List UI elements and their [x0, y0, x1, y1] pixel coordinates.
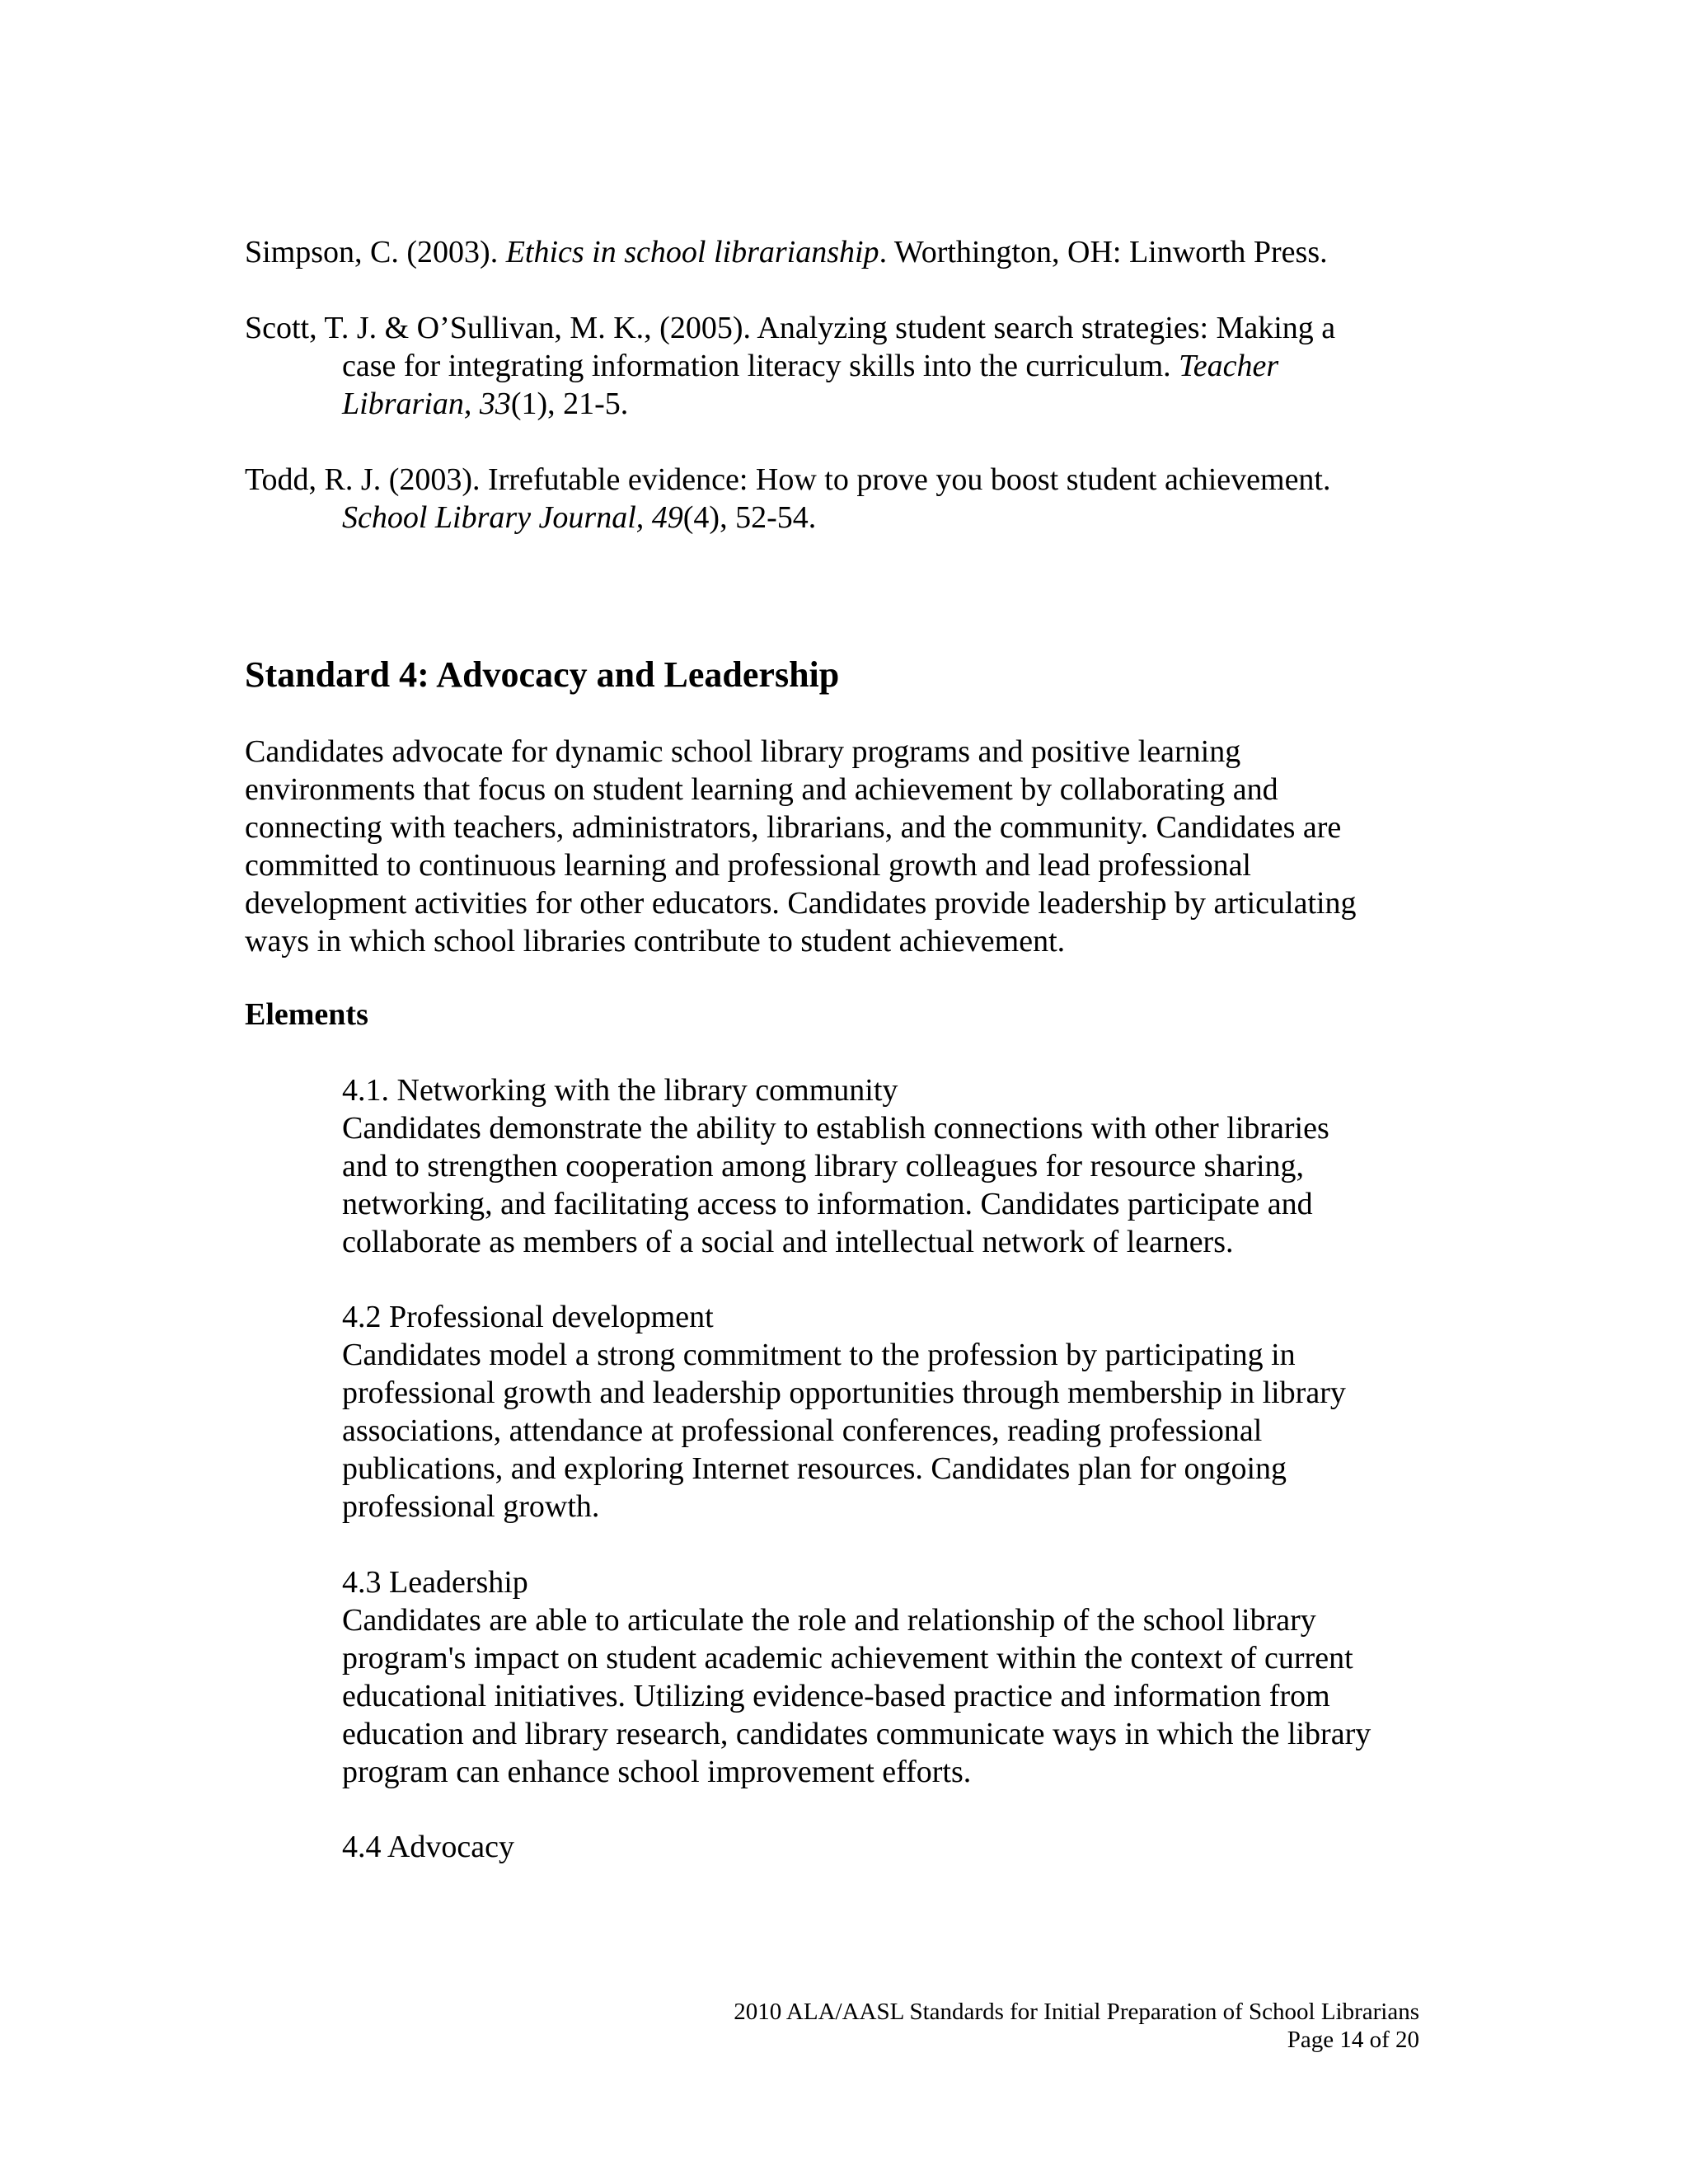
- reference-todd: [245, 461, 1440, 537]
- element-4-1: [342, 1071, 1329, 1261]
- element-line: Candidates demonstrate the ability to establish connections with other libraries: [342, 1111, 1329, 1146]
- element-line: publications, and exploring Internet resources. Candidates plan for ongoing: [342, 1451, 1287, 1486]
- element-line: and to strengthen cooperation among library colleagues for resource sharing,: [342, 1149, 1305, 1183]
- reference-journal-italic: Teacher: [1179, 349, 1279, 383]
- element-title: 4.2 Professional development: [342, 1300, 714, 1334]
- element-line: Candidates are able to articulate the role and relationship of the school library: [342, 1603, 1316, 1638]
- paragraph-line: environments that focus on student learning and achievement by collaborating and: [245, 772, 1278, 807]
- element-4-2: [342, 1298, 1346, 1526]
- standard-description: [245, 733, 1357, 960]
- footer-page-number: Page 14 of 20: [1287, 2027, 1419, 2053]
- element-title: 4.3 Leadership: [342, 1565, 528, 1600]
- paragraph-line: development activities for other educators. Candidates provide leadership by articulating: [245, 886, 1357, 921]
- reference-line: [245, 233, 1440, 271]
- elements-label: Elements: [245, 997, 368, 1032]
- reference-text: . Worthington, OH: Linworth Press.: [879, 235, 1328, 269]
- reference-simpson: [245, 233, 1440, 271]
- reference-text: (4), 52-54.: [682, 500, 817, 535]
- paragraph-line: Candidates advocate for dynamic school library programs and positive learning: [245, 734, 1241, 769]
- element-line: professional growth.: [342, 1489, 600, 1524]
- element-line: program can enhance school improvement efforts.: [342, 1755, 972, 1789]
- reference-journal-italic: Librarian, 33: [342, 387, 511, 421]
- reference-line: [245, 499, 1440, 537]
- element-4-4: [342, 1828, 514, 1866]
- element-line: professional growth and leadership opportunities through membership in library: [342, 1376, 1346, 1410]
- element-4-3: [342, 1563, 1371, 1791]
- paragraph-line: connecting with teachers, administrators, librarians, and the community. Candidates are: [245, 810, 1342, 845]
- element-line: collaborate as members of a social and intellectual network of learners.: [342, 1225, 1234, 1259]
- standard-heading: Standard 4: Advocacy and Leadership: [245, 654, 840, 695]
- reference-text: case for integrating information literacy skills into the curriculum.: [342, 349, 1179, 383]
- element-line: associations, attendance at professional conferences, reading professional: [342, 1413, 1263, 1448]
- footer-document-title: 2010 ALA/AASL Standards for Initial Preparation of School Librarians: [734, 1999, 1419, 2025]
- reference-scott: [245, 309, 1440, 423]
- reference-text: (1), 21-5.: [510, 387, 629, 421]
- element-title: 4.1. Networking with the library community: [342, 1073, 898, 1108]
- element-line: networking, and facilitating access to information. Candidates participate and: [342, 1187, 1313, 1221]
- reference-title-italic: Ethics in school librarianship: [505, 235, 879, 269]
- paragraph-line: committed to continuous learning and professional growth and lead professional: [245, 848, 1251, 883]
- element-title: 4.4 Advocacy: [342, 1830, 514, 1864]
- element-line: education and library research, candidates communicate ways in which the library: [342, 1717, 1372, 1751]
- paragraph-line: ways in which school libraries contribute to student achievement.: [245, 924, 1066, 958]
- reference-line: [245, 347, 1440, 385]
- reference-text: Simpson, C. (2003).: [245, 235, 506, 269]
- element-line: program's impact on student academic achievement within the context of current: [342, 1641, 1353, 1675]
- reference-line: Todd, R. J. (2003). Irrefutable evidence: How to prove you boost student achievement.: [245, 462, 1331, 497]
- reference-journal-italic: School Library Journal, 49: [342, 500, 683, 535]
- element-line: Candidates model a strong commitment to the profession by participating in: [342, 1338, 1296, 1372]
- page-footer: [734, 1998, 1419, 2054]
- reference-line: Scott, T. J. & O’Sullivan, M. K., (2005). Analyzing student search strategies: Making a: [245, 311, 1336, 345]
- reference-line: [245, 385, 1440, 423]
- element-line: educational initiatives. Utilizing evidence-based practice and information from: [342, 1679, 1330, 1713]
